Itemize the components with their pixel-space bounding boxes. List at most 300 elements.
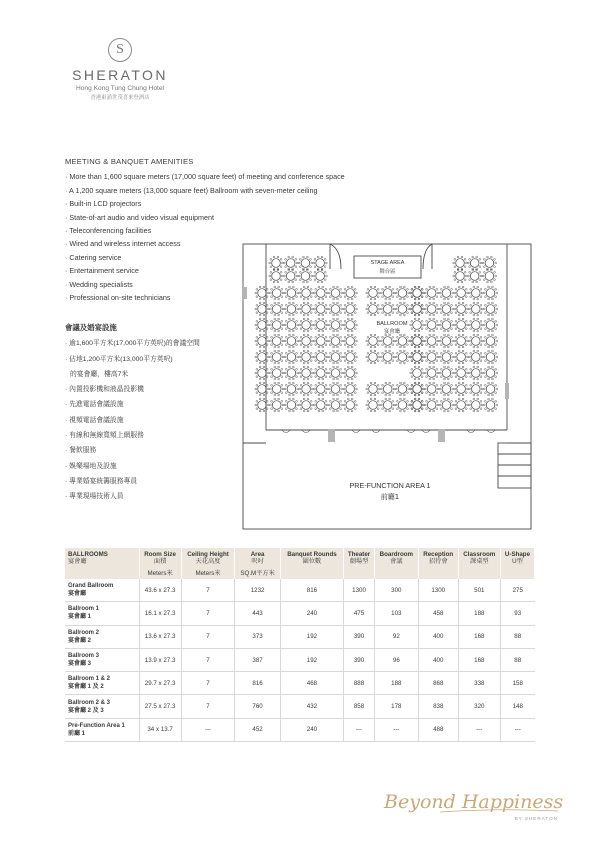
capacity-table: [65, 548, 535, 742]
column-header: [235, 548, 280, 568]
banquet-round-table: [483, 302, 497, 316]
column-header: [418, 548, 458, 568]
table-cell: 373: [235, 625, 280, 648]
table-row: [65, 648, 535, 671]
column-header-label: Classroom: [463, 550, 496, 558]
table-cell: 468: [280, 672, 344, 695]
table-cell: 475: [344, 602, 375, 625]
banquet-round-table: [439, 398, 453, 412]
table-cell: 158: [500, 672, 534, 695]
amenities-title: MEETING & BANQUET AMENITIES: [65, 157, 194, 166]
column-header-label: Ceiling Height: [187, 550, 229, 558]
list-item: · Wedding specialists: [65, 278, 425, 291]
banquet-round-table: [343, 286, 357, 300]
table-cell: 816: [235, 672, 280, 695]
column-header: [344, 548, 375, 568]
banquet-round-table: [328, 398, 342, 412]
banquet-round-table: [328, 302, 342, 316]
column-header-label: Boardroom: [379, 550, 414, 558]
brand-location: Hong Kong Tung Chung Hotel: [76, 85, 164, 92]
banquet-round-table: [255, 318, 269, 332]
banquet-round-table: [284, 318, 298, 332]
banquet-round-table: [439, 382, 453, 396]
banquet-round-table: [314, 334, 328, 348]
table-unit-row: [65, 568, 535, 579]
banquet-round-table: [453, 269, 467, 283]
banquet-round-table: [328, 382, 342, 396]
banquet-round-table: [439, 350, 453, 364]
table-cell: 868: [418, 672, 458, 695]
banquet-round-table: [483, 366, 497, 380]
room-name-cell: [65, 648, 139, 671]
banquet-round-table: [284, 350, 298, 364]
banquet-round-table: [439, 334, 453, 348]
banquet-round-table: [366, 398, 380, 412]
column-unit: [458, 568, 500, 579]
table-cell: 7: [181, 579, 235, 602]
banquet-round-table: [299, 366, 313, 380]
banquet-round-table: [314, 350, 328, 364]
banquet-round-table: [483, 286, 497, 300]
table-cell: 240: [280, 718, 344, 741]
floor-plan: [242, 243, 532, 530]
column-header: [374, 548, 418, 568]
column-header-label: Reception: [423, 550, 454, 558]
column-unit: [280, 568, 344, 579]
table-cell: 13.9 x 27.3: [139, 648, 181, 671]
table-cell: 432: [280, 695, 344, 718]
table-cell: 43.6 x 27.3: [139, 579, 181, 602]
banquet-round-table: [299, 286, 313, 300]
banquet-round-table: [469, 286, 483, 300]
column-header-label-cn: 會議: [390, 558, 403, 565]
list-item: · More than 1,600 square meters (17,000 square feet) of meeting and conference space: [65, 170, 425, 183]
banquet-round-table: [299, 334, 313, 348]
banquet-round-table: [381, 382, 395, 396]
table-cell: 888: [344, 672, 375, 695]
banquet-round-table: [439, 318, 453, 332]
banquet-round-table: [270, 286, 284, 300]
column-unit: Meters米: [139, 568, 181, 579]
banquet-round-table: [410, 398, 424, 412]
column-header-label-cn: 呎吋: [251, 558, 264, 565]
banquet-round-table: [468, 256, 482, 270]
column-header-label-cn: 劇場型: [349, 558, 369, 565]
banquet-round-table: [410, 334, 424, 348]
banquet-round-table: [313, 269, 327, 283]
table-cell: 192: [280, 648, 344, 671]
banquet-round-table: [439, 286, 453, 300]
banquet-round-table: [483, 350, 497, 364]
banquet-round-table: [299, 302, 313, 316]
room-name: Ballroom 2 & 3: [68, 699, 111, 706]
table-cell: 858: [344, 695, 375, 718]
banquet-round-table: [439, 302, 453, 316]
table-cell: 93: [500, 602, 534, 625]
banquet-round-table: [314, 302, 328, 316]
column-header: [181, 548, 235, 568]
banquet-round-table: [270, 398, 284, 412]
list-item: · 佔地1,200平方米(13,000平方英呎): [65, 352, 245, 367]
amenities-cn-section: [65, 320, 245, 505]
room-name: Ballroom 1: [68, 606, 100, 613]
table-cell: ---: [458, 718, 500, 741]
banquet-round-table: [255, 286, 269, 300]
list-item: · Built-in LCD projectors: [65, 197, 425, 210]
table-cell: 34 x 13.7: [139, 718, 181, 741]
room-name-cell: [65, 695, 139, 718]
column-header-label-cn: 圍位數: [302, 558, 322, 565]
table-cell: 300: [374, 579, 418, 602]
brand-name: SHERATON: [72, 67, 168, 83]
list-item: · 專業婚宴統籌服務專員: [65, 474, 245, 489]
room-name: Ballroom 3: [68, 653, 100, 660]
column-header: [458, 548, 500, 568]
banquet-round-table: [270, 318, 284, 332]
banquet-round-table: [425, 382, 439, 396]
banquet-round-table: [313, 256, 327, 270]
table-row: [65, 695, 535, 718]
table-cell: 178: [374, 695, 418, 718]
signature-by: BY SHERATON: [514, 816, 558, 821]
banquet-round-table: [269, 256, 283, 270]
column-header-label-cn: 課桌型: [470, 558, 489, 565]
room-name-cn: 宴會廳: [68, 591, 87, 598]
column-header-label: BALLROOMS: [68, 550, 108, 558]
list-item: · 視頻電話會議設施: [65, 413, 245, 428]
list-item: · Professional on-site technicians: [65, 291, 425, 304]
banquet-round-table: [299, 382, 313, 396]
banquet-round-table: [343, 350, 357, 364]
room-name-cell: [65, 672, 139, 695]
table-cell: 400: [418, 625, 458, 648]
list-item: · 有線和無線寬頻上網服務: [65, 428, 245, 443]
list-item: · Teleconferencing facilities: [65, 224, 425, 237]
table-row: [65, 625, 535, 648]
table-cell: 443: [235, 602, 280, 625]
banquet-round-table: [483, 382, 497, 396]
banquet-round-table: [381, 302, 395, 316]
banquet-round-table: [483, 318, 497, 332]
banquet-round-table: [284, 269, 298, 283]
banquet-round-table: [314, 366, 328, 380]
banquet-round-table: [425, 318, 439, 332]
banquet-round-table: [469, 382, 483, 396]
banquet-round-table: [381, 286, 395, 300]
banquet-round-table: [255, 382, 269, 396]
banquet-round-table: [366, 382, 380, 396]
table-cell: 1300: [418, 579, 458, 602]
room-name: Ballroom 2: [68, 629, 100, 636]
banquet-round-table: [454, 366, 468, 380]
banquet-round-table: [299, 318, 313, 332]
table-row: [65, 602, 535, 625]
banquet-round-table: [454, 398, 468, 412]
banquet-round-table: [469, 302, 483, 316]
column-header-label-cn: U型: [512, 558, 523, 565]
table-cell: ---: [500, 718, 534, 741]
banquet-round-table: [314, 398, 328, 412]
table-row: [65, 579, 535, 602]
banquet-round-table: [270, 350, 284, 364]
table-cell: 390: [344, 625, 375, 648]
column-unit: SQ.M平方米: [235, 568, 280, 579]
banquet-round-table: [255, 398, 269, 412]
list-item: · 先進電話會議設施: [65, 397, 245, 412]
table-cell: 1232: [235, 579, 280, 602]
banquet-round-table: [425, 302, 439, 316]
banquet-round-table: [366, 286, 380, 300]
column-header-label-cn: 面積: [153, 558, 167, 565]
list-item: · 餐飲服務: [65, 443, 245, 458]
banquet-round-table: [328, 350, 342, 364]
banquet-round-table: [454, 350, 468, 364]
table-cell: 7: [181, 672, 235, 695]
banquet-round-table: [343, 302, 357, 316]
banquet-round-table: [425, 286, 439, 300]
banquet-round-table: [343, 334, 357, 348]
list-item: · Wired and wireless internet access: [65, 237, 425, 250]
column-unit: Meters米: [181, 568, 235, 579]
banquet-round-table: [270, 302, 284, 316]
banquet-round-table: [270, 366, 284, 380]
banquet-round-table: [255, 366, 269, 380]
banquet-round-table: [469, 350, 483, 364]
banquet-round-table: [366, 350, 380, 364]
banquet-round-table: [482, 269, 496, 283]
room-name-cn: 宴會廳 1: [68, 614, 92, 621]
column-unit: [500, 568, 534, 579]
column-header-label: Theater: [347, 550, 371, 558]
banquet-round-table: [328, 366, 342, 380]
table-cell: 275: [500, 579, 534, 602]
table-cell: 92: [374, 625, 418, 648]
column-header: [280, 548, 344, 568]
signature-text: Beyond Happiness: [384, 791, 564, 813]
banquet-round-table: [328, 318, 342, 332]
banquet-round-table: [381, 398, 395, 412]
table-row: [65, 672, 535, 695]
banquet-round-table: [454, 382, 468, 396]
column-header-label-cn: 天花高度: [195, 558, 221, 565]
table-cell: 7: [181, 648, 235, 671]
banquet-round-table: [453, 256, 467, 270]
room-name: Ballroom 1 & 2: [68, 676, 111, 683]
table-cell: 488: [418, 718, 458, 741]
table-cell: 338: [458, 672, 500, 695]
ballroom-label: BALLROOM: [376, 321, 408, 327]
stage-label-cn: 舞台區: [379, 269, 396, 275]
banquet-round-table: [454, 302, 468, 316]
room-name-cn: 宴會廳 1 及 2: [68, 684, 104, 691]
column-unit: [374, 568, 418, 579]
column-header: [65, 548, 139, 568]
banquet-round-table: [410, 382, 424, 396]
table-cell: 7: [181, 625, 235, 648]
table-cell: 452: [235, 718, 280, 741]
table-cell: 88: [500, 625, 534, 648]
banquet-round-table: [366, 334, 380, 348]
column-header-label-cn: 宴會廳: [68, 558, 87, 565]
column-header: [500, 548, 534, 568]
table-cell: 458: [418, 602, 458, 625]
table-cell: 838: [418, 695, 458, 718]
banquet-round-table: [410, 302, 424, 316]
ballroom-label-cn: 宴會廳: [383, 329, 401, 335]
banquet-round-table: [284, 256, 298, 270]
table-cell: 168: [458, 648, 500, 671]
banquet-round-table: [343, 382, 357, 396]
banquet-round-table: [483, 334, 497, 348]
list-item: · Entertainment service: [65, 264, 425, 277]
banquet-round-table: [410, 366, 424, 380]
table-cell: 390: [344, 648, 375, 671]
banquet-round-table: [381, 350, 395, 364]
banquet-round-table: [395, 286, 409, 300]
banquet-round-table: [469, 366, 483, 380]
banquet-round-table: [468, 269, 482, 283]
banquet-round-table: [314, 382, 328, 396]
list-item: · A 1,200 square meters (13,000 square feet) Ballroom with seven-meter ceiling: [65, 184, 425, 197]
banquet-round-table: [298, 269, 312, 283]
banquet-round-table: [410, 350, 424, 364]
table-cell: 27.5 x 27.3: [139, 695, 181, 718]
prefunction-label-cn: 前廳1: [380, 493, 400, 501]
stage-label: STAGE AREA: [370, 260, 405, 266]
room-name-cell: [65, 718, 139, 741]
banquet-round-table: [284, 366, 298, 380]
banquet-round-table: [454, 334, 468, 348]
banquet-round-table: [343, 366, 357, 380]
banquet-round-table: [469, 318, 483, 332]
banquet-round-table: [395, 350, 409, 364]
banquet-round-table: [469, 334, 483, 348]
room-name-cn: 宴會廳 3: [68, 661, 92, 668]
list-item: 的宴會廳，樓高7米: [70, 370, 129, 378]
list-item: · 逾1,600平方米(17,000平方英呎)的會議空間: [65, 336, 245, 351]
column-header-label: U-Shape: [504, 550, 531, 558]
table-cell: 188: [458, 602, 500, 625]
banquet-round-table: [395, 398, 409, 412]
banquet-round-table: [255, 350, 269, 364]
banquet-round-table: [425, 334, 439, 348]
banquet-round-table: [299, 350, 313, 364]
banquet-round-table: [482, 256, 496, 270]
banquet-round-table: [343, 398, 357, 412]
banquet-round-table: [328, 334, 342, 348]
banquet-round-table: [328, 286, 342, 300]
banquet-round-table: [395, 302, 409, 316]
table-cell: 29.7 x 27.3: [139, 672, 181, 695]
table-cell: ---: [181, 718, 235, 741]
column-header-label: Banquet Rounds: [287, 550, 337, 558]
banquet-round-table: [425, 398, 439, 412]
banquet-round-table: [454, 286, 468, 300]
table-cell: 387: [235, 648, 280, 671]
banquet-round-table: [255, 334, 269, 348]
column-header-label: Room Size: [144, 550, 176, 558]
table-cell: 168: [458, 625, 500, 648]
list-item: · Catering service: [65, 251, 425, 264]
room-name-cn: 宴會廳 2 及 3: [68, 707, 104, 714]
list-item: · 專業現場技術人員: [65, 489, 245, 504]
column-header: [139, 548, 181, 568]
table-cell: 816: [280, 579, 344, 602]
brand-location-cn: 香港東涌世茂喜來登酒店: [90, 95, 150, 101]
banquet-round-table: [381, 334, 395, 348]
list-item: · 內置投影機和液晶投影機: [65, 382, 245, 397]
table-cell: 96: [374, 648, 418, 671]
banquet-round-table: [299, 398, 313, 412]
banquet-round-table: [425, 350, 439, 364]
banquet-round-table: [469, 398, 483, 412]
banquet-round-table: [284, 302, 298, 316]
banquet-round-table: [284, 286, 298, 300]
table-cell: 192: [280, 625, 344, 648]
banquet-round-table: [410, 286, 424, 300]
banquet-round-table: [395, 382, 409, 396]
table-cell: 7: [181, 695, 235, 718]
table-cell: 320: [458, 695, 500, 718]
banquet-round-table: [483, 398, 497, 412]
table-cell: 7: [181, 602, 235, 625]
banquet-round-table: [343, 318, 357, 332]
amenities-cn-list: [65, 336, 245, 504]
room-name-cell: [65, 579, 139, 602]
prefunction-label: PRE-FUNCTION AREA 1: [349, 481, 431, 490]
table-cell: 148: [500, 695, 534, 718]
table-body: [65, 579, 535, 742]
table-cell: 760: [235, 695, 280, 718]
table-cell: 16.1 x 27.3: [139, 602, 181, 625]
room-name-cell: [65, 625, 139, 648]
table-row: [65, 718, 535, 741]
banquet-round-table: [284, 398, 298, 412]
sheraton-emblem-icon: S: [108, 38, 132, 62]
banquet-round-table: [255, 302, 269, 316]
room-name-cn: 前廳 1: [68, 730, 86, 737]
banquet-round-table: [454, 318, 468, 332]
column-unit: [65, 568, 139, 579]
column-unit: [344, 568, 375, 579]
table-cell: 400: [418, 648, 458, 671]
table-header-row: [65, 548, 535, 568]
banquet-round-table: [269, 269, 283, 283]
beyond-happiness-signature: [380, 778, 580, 828]
banquet-round-table: [425, 366, 439, 380]
table-cell: 103: [374, 602, 418, 625]
room-name: Grand Ballroom: [68, 583, 114, 590]
sheraton-logo: [55, 38, 185, 101]
column-unit: [418, 568, 458, 579]
table-cell: 188: [374, 672, 418, 695]
banquet-round-table: [366, 302, 380, 316]
table-cell: ---: [344, 718, 375, 741]
column-header-label: Area: [250, 550, 265, 558]
banquet-round-table: [270, 334, 284, 348]
banquet-round-table: [314, 318, 328, 332]
list-item: · 娛樂場地及設施: [65, 459, 245, 474]
table-cell: 501: [458, 579, 500, 602]
banquet-round-table: [270, 382, 284, 396]
table-cell: 13.6 x 27.3: [139, 625, 181, 648]
banquet-round-table: [410, 318, 424, 332]
room-name: Pre-Function Area 1: [68, 722, 125, 729]
list-item: · State-of-art audio and video visual equipment: [65, 211, 425, 224]
table-cell: 1300: [344, 579, 375, 602]
banquet-round-table: [284, 334, 298, 348]
banquet-round-table: [395, 334, 409, 348]
